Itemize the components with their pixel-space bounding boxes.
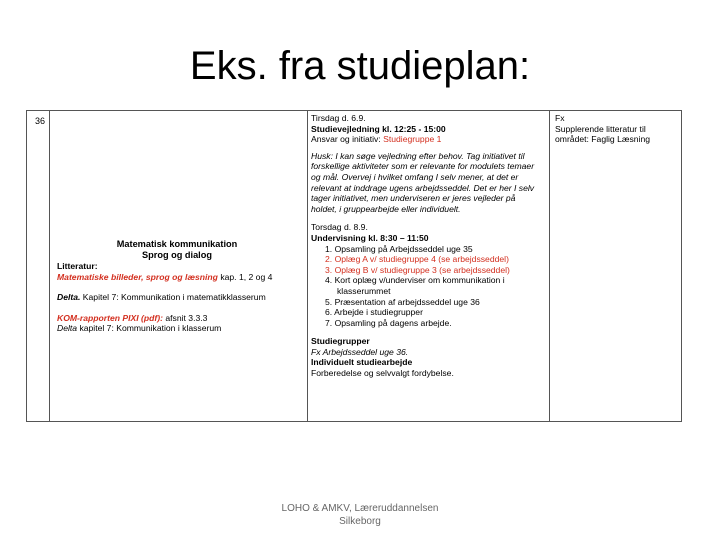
agenda-item: 7. Opsamling på dagens arbejde. <box>325 317 452 328</box>
extra-line: området: Faglig Læsning <box>555 134 651 145</box>
literature-item: Delta kapitel 7: Kommunikation i klasserum <box>57 323 222 333</box>
individual-work-text: Forberedelse og selvvalgt fordybelse. <box>311 368 454 379</box>
study-plan-table <box>26 110 682 422</box>
extra-line: Supplerende litteratur til <box>555 123 646 134</box>
column-divider <box>549 111 550 421</box>
individual-work-label: Individuelt studiearbejde <box>311 357 413 368</box>
agenda-item: 3. Oplæg B v/ studiegruppe 3 (se arbejdsseddel) <box>325 264 510 275</box>
topic-cell <box>57 239 297 334</box>
guidance-note: Husk: I kan søge vejledning efter behov. Tag initiativet til forskellige aktiviteter som er relevante for modulets temaer og mål. Overvej i hvilket omfang I selv mener, at det er relevant at inddrage ugens arbejdsseddel. Det er her I selv tager initiativet, men underviseren er jeres vejleder på holdet, i gruppearbejde eller individuelt. <box>311 150 535 214</box>
week-number: 36 <box>35 116 46 126</box>
column-divider <box>49 111 50 421</box>
schedule-cell <box>311 113 547 379</box>
agenda-item: 5. Præsentation af arbejdsseddel uge 36 <box>325 296 480 307</box>
agenda-item: 4. Kort oplæg v/underviser om kommunikation i klasserummet <box>325 275 505 296</box>
literature-item: KOM-rapporten PIXI (pdf): afsnit 3.3.3 <box>57 312 208 323</box>
study-groups-label: Studiegrupper <box>311 336 370 347</box>
column-divider <box>307 111 308 421</box>
topic-subheading: Sprog og dialog <box>142 250 212 260</box>
agenda-item: 6. Arbejde i studiegrupper <box>325 307 423 318</box>
agenda-item: 1. Opsamling på Arbejdsseddel uge 35 <box>325 243 473 254</box>
date-tuesday: Tirsdag d. 6.9. <box>311 113 366 123</box>
slide-title: Eks. fra studieplan: <box>189 44 531 88</box>
study-groups-text: Fx Arbejdsseddel uge 36. <box>311 346 409 357</box>
session-teaching: Undervisning kl. 8:30 – 11:50 <box>311 232 429 243</box>
literature-item: Delta. Kapitel 7: Kommunikation i matematikklasserum <box>57 292 266 302</box>
agenda-item: 2. Oplæg A v/ studiegruppe 4 (se arbejdsseddel) <box>325 254 509 265</box>
agenda-list <box>311 244 547 329</box>
extra-cell <box>555 113 679 145</box>
literature-label: Litteratur: <box>57 261 98 271</box>
topic-heading: Matematisk kommunikation <box>116 239 238 249</box>
slide-footer: LOHO & AMKV, Læreruddannelsen Silkeborg <box>281 503 439 527</box>
session-guidance: Studievejledning kl. 12:25 - 15:00 <box>311 123 446 134</box>
extra-line: Fx <box>555 113 565 123</box>
literature-item: Matematiske billeder, sprog og læsning kap. 1, 2 og 4 <box>57 271 273 282</box>
date-thursday: Torsdag d. 8.9. <box>311 222 368 233</box>
responsibility-line: Ansvar og initiativ: Studiegruppe 1 <box>311 134 442 145</box>
